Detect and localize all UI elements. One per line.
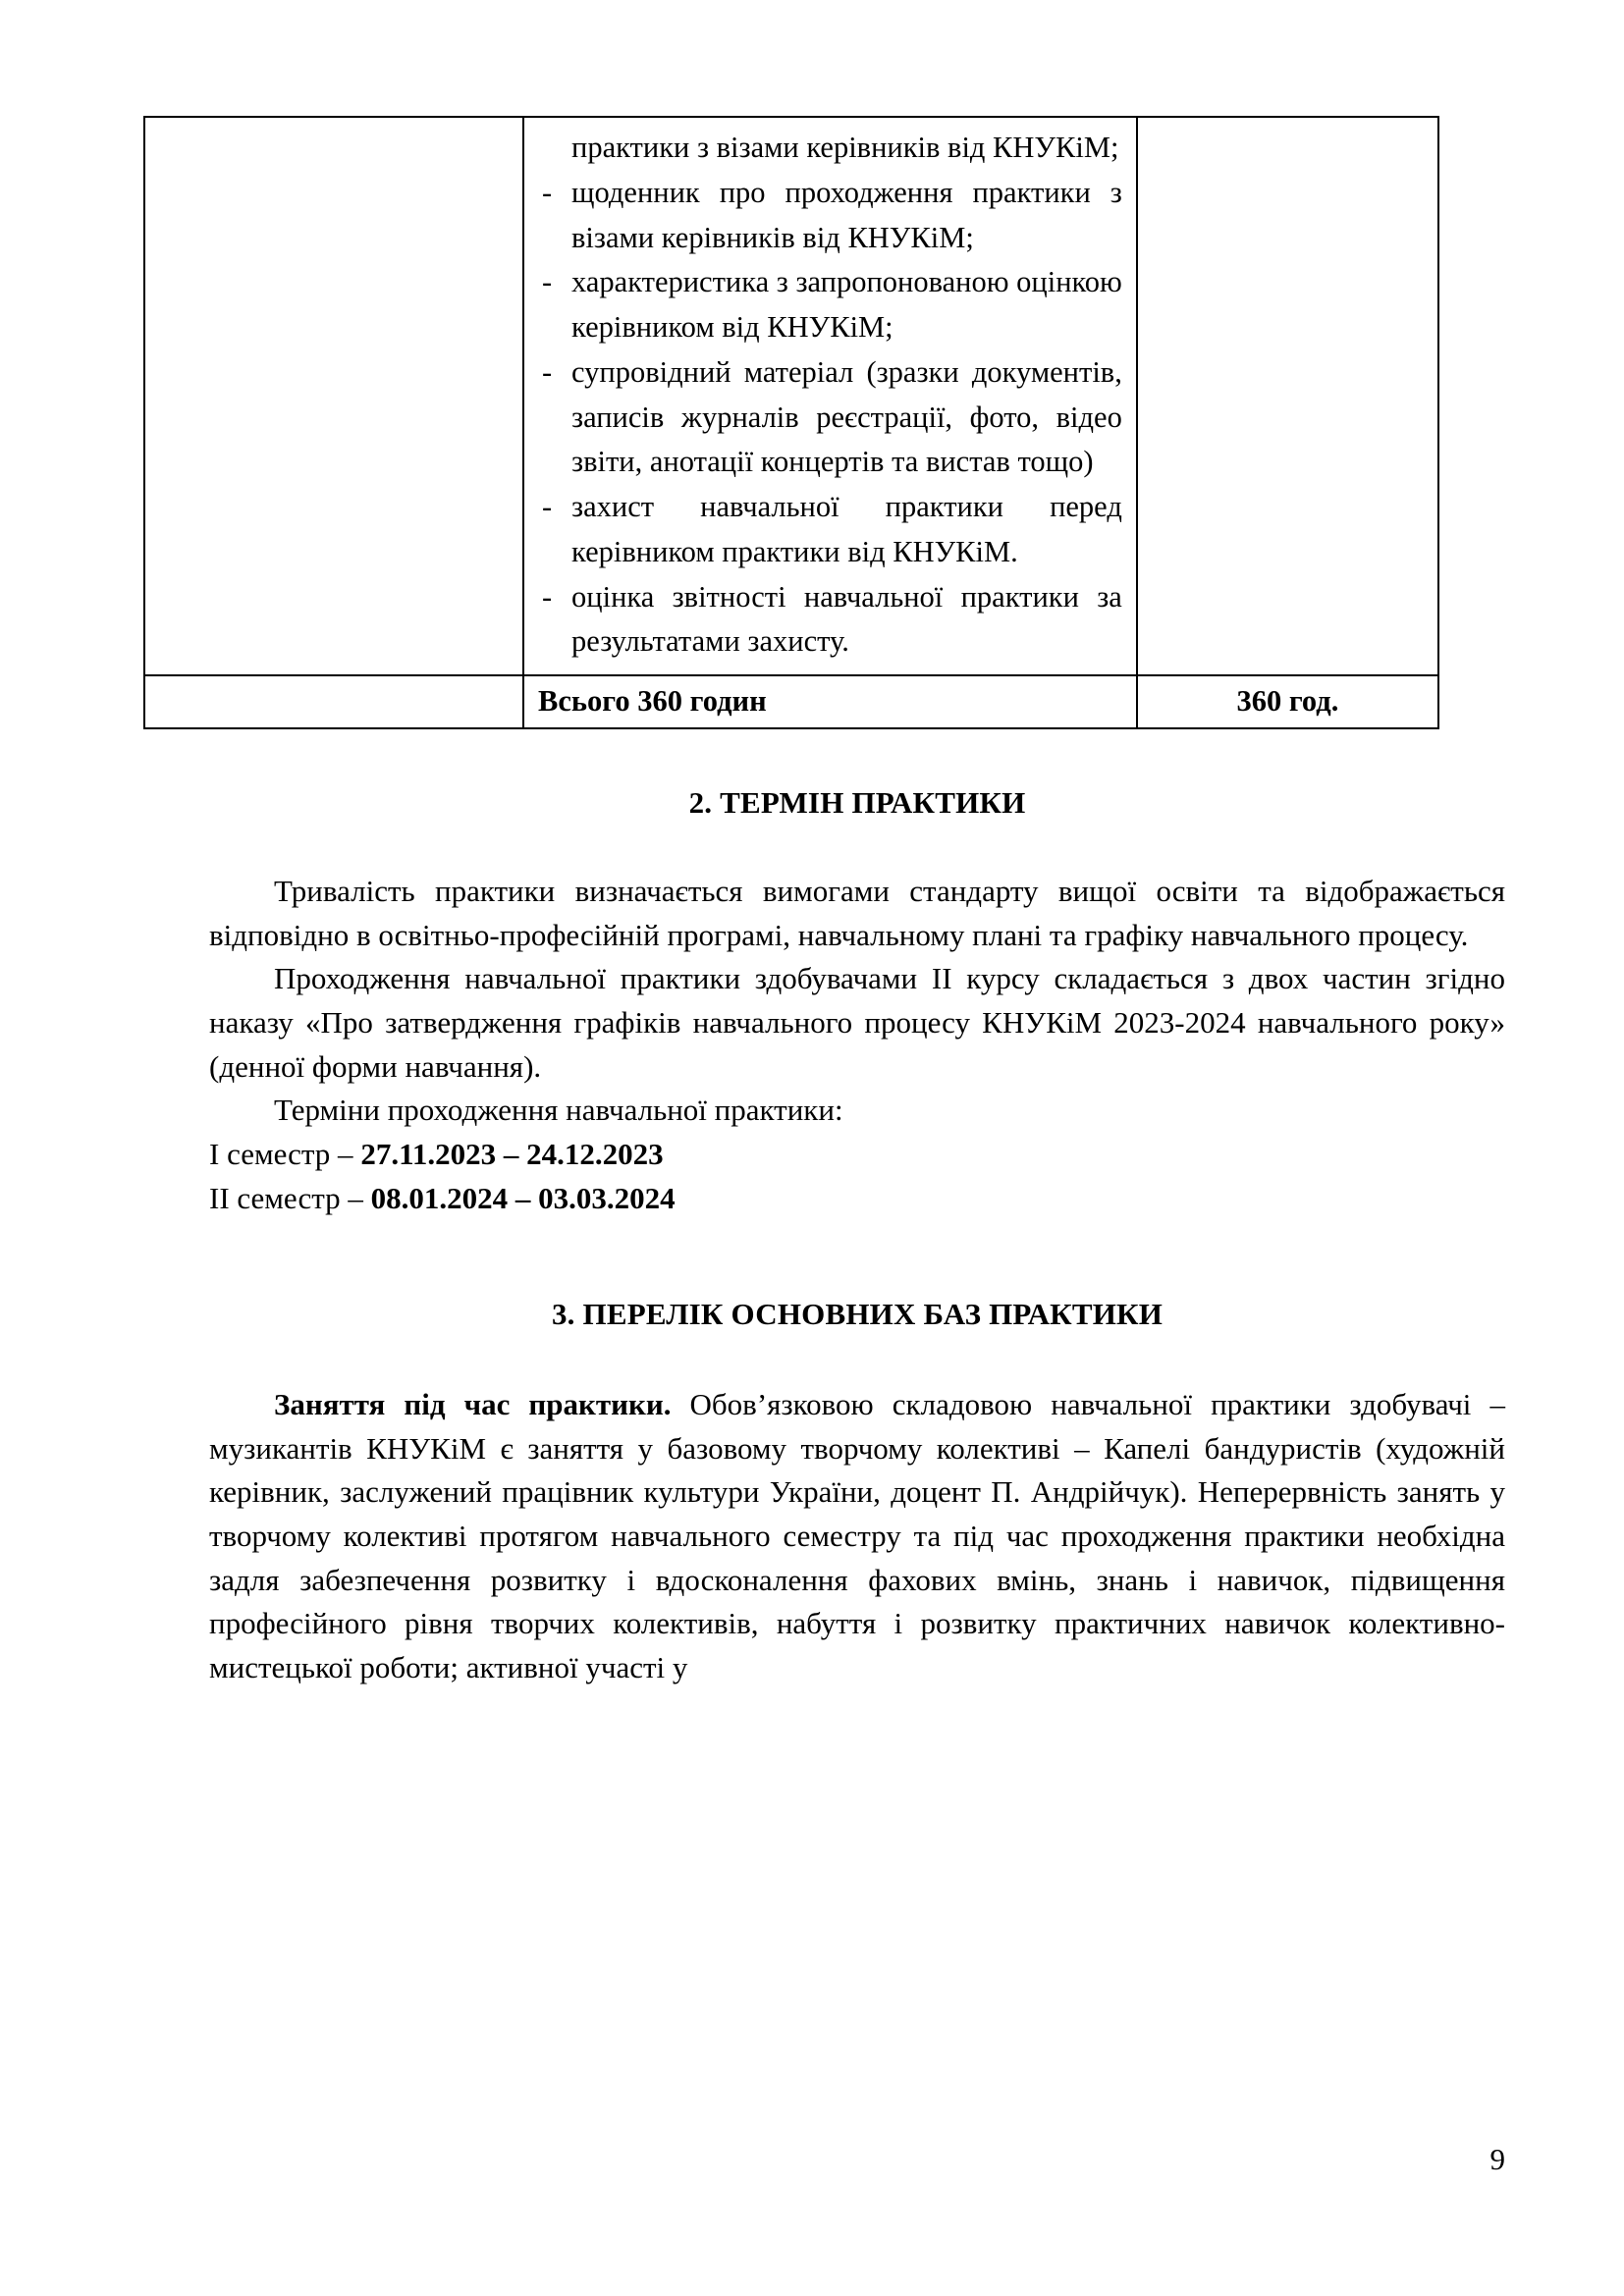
section-3-paragraph-1 [209, 1383, 1505, 1689]
list-item: - характеристика з запропонованою оцінкою керівником від КНУКіМ; [534, 260, 1122, 350]
section-3-heading: 3. ПЕРЕЛІК ОСНОВНИХ БАЗ ПРАКТИКИ [551, 1297, 1164, 1332]
total-hours-value: 360 год. [1236, 684, 1339, 718]
table-row [144, 117, 1438, 675]
list-item: - супровідний матеріал (зразки документів, записів журналів реєстрації, фото, відео звіти, анотації концертів та вистав тощо) [534, 350, 1122, 485]
total-label-cell [523, 675, 1137, 728]
semester-1-label: І семестр – [209, 1136, 361, 1171]
section-3 [209, 1297, 1505, 1689]
total-value-cell [1137, 675, 1438, 728]
list-item: - захист навчальної практики перед керівником практики від КНУКіМ. [534, 485, 1122, 575]
section-2 [209, 785, 1505, 1220]
list-item: - щоденник про проходження практики з візами керівників від КНУКіМ; [534, 171, 1122, 261]
semester-1-value: 27.11.2023 – 24.12.2023 [360, 1136, 664, 1171]
page-number: 9 [1489, 2142, 1505, 2176]
section-2-paragraph-1: Тривалість практики визначається вимогами стандарту вищої освіти та відображається відповідно в освітньо-професійній програмі, навчальному плані та графіку навчального процесу. [209, 874, 1505, 952]
section-3-lead-rest: Обов’язковою складовою навчальної практики здобувачі – музикантів КНУКіМ є заняття у базовому творчому колективі – Капелі бандуристів (художній керівник, заслужений працівник культури України, доцент П. Андрійчук). Неперервність занять у творчому колективі протягом навчального семестру та під час проходження практики необхідна задля забезпечення розвитку і вдосконалення фахових вмінь, знань і навичок, підвищення професійного рівня творчих колективів, набуття і розвитку практичних навичок колективно-мистецької роботи; активної участі у [209, 1387, 1505, 1684]
semester-2-dates [209, 1177, 1505, 1221]
table-total-row [144, 675, 1438, 728]
list-item: практики з візами керівників від КНУКіМ; [571, 131, 1119, 164]
semester-2-label: ІІ семестр – [209, 1180, 371, 1215]
semester-1-dates [209, 1133, 1505, 1177]
semester-2-value: 08.01.2024 – 03.03.2024 [370, 1180, 676, 1215]
list-item: - оцінка звітності навчальної практики за результатами захисту. [534, 575, 1122, 666]
total-cell-left-empty [144, 675, 523, 728]
practice-program-table [143, 116, 1439, 729]
section-3-lead-bold: Заняття під час практики. [274, 1387, 672, 1422]
table-cell-right-empty [1137, 117, 1438, 675]
spacer [209, 821, 1505, 870]
deliverables-list [524, 118, 1136, 674]
page-content [209, 0, 1505, 1690]
section-2-paragraph-2: Проходження навчальної практики здобувачами ІІ курсу складається з двох частин згідно наказу «Про затвердження графіків навчального процесу КНУКіМ 2023-2024 навчального року» (денної форми навчання). [209, 961, 1505, 1084]
spacer [209, 1332, 1505, 1383]
section-2-paragraph-3: Терміни проходження навчальної практики: [274, 1093, 843, 1128]
table-cell-content [523, 117, 1137, 675]
section-2-heading: 2. ТЕРМІН ПРАКТИКИ [688, 785, 1026, 821]
total-hours-label: Всього 360 годин [538, 684, 767, 718]
table-cell-left-empty [144, 117, 523, 675]
